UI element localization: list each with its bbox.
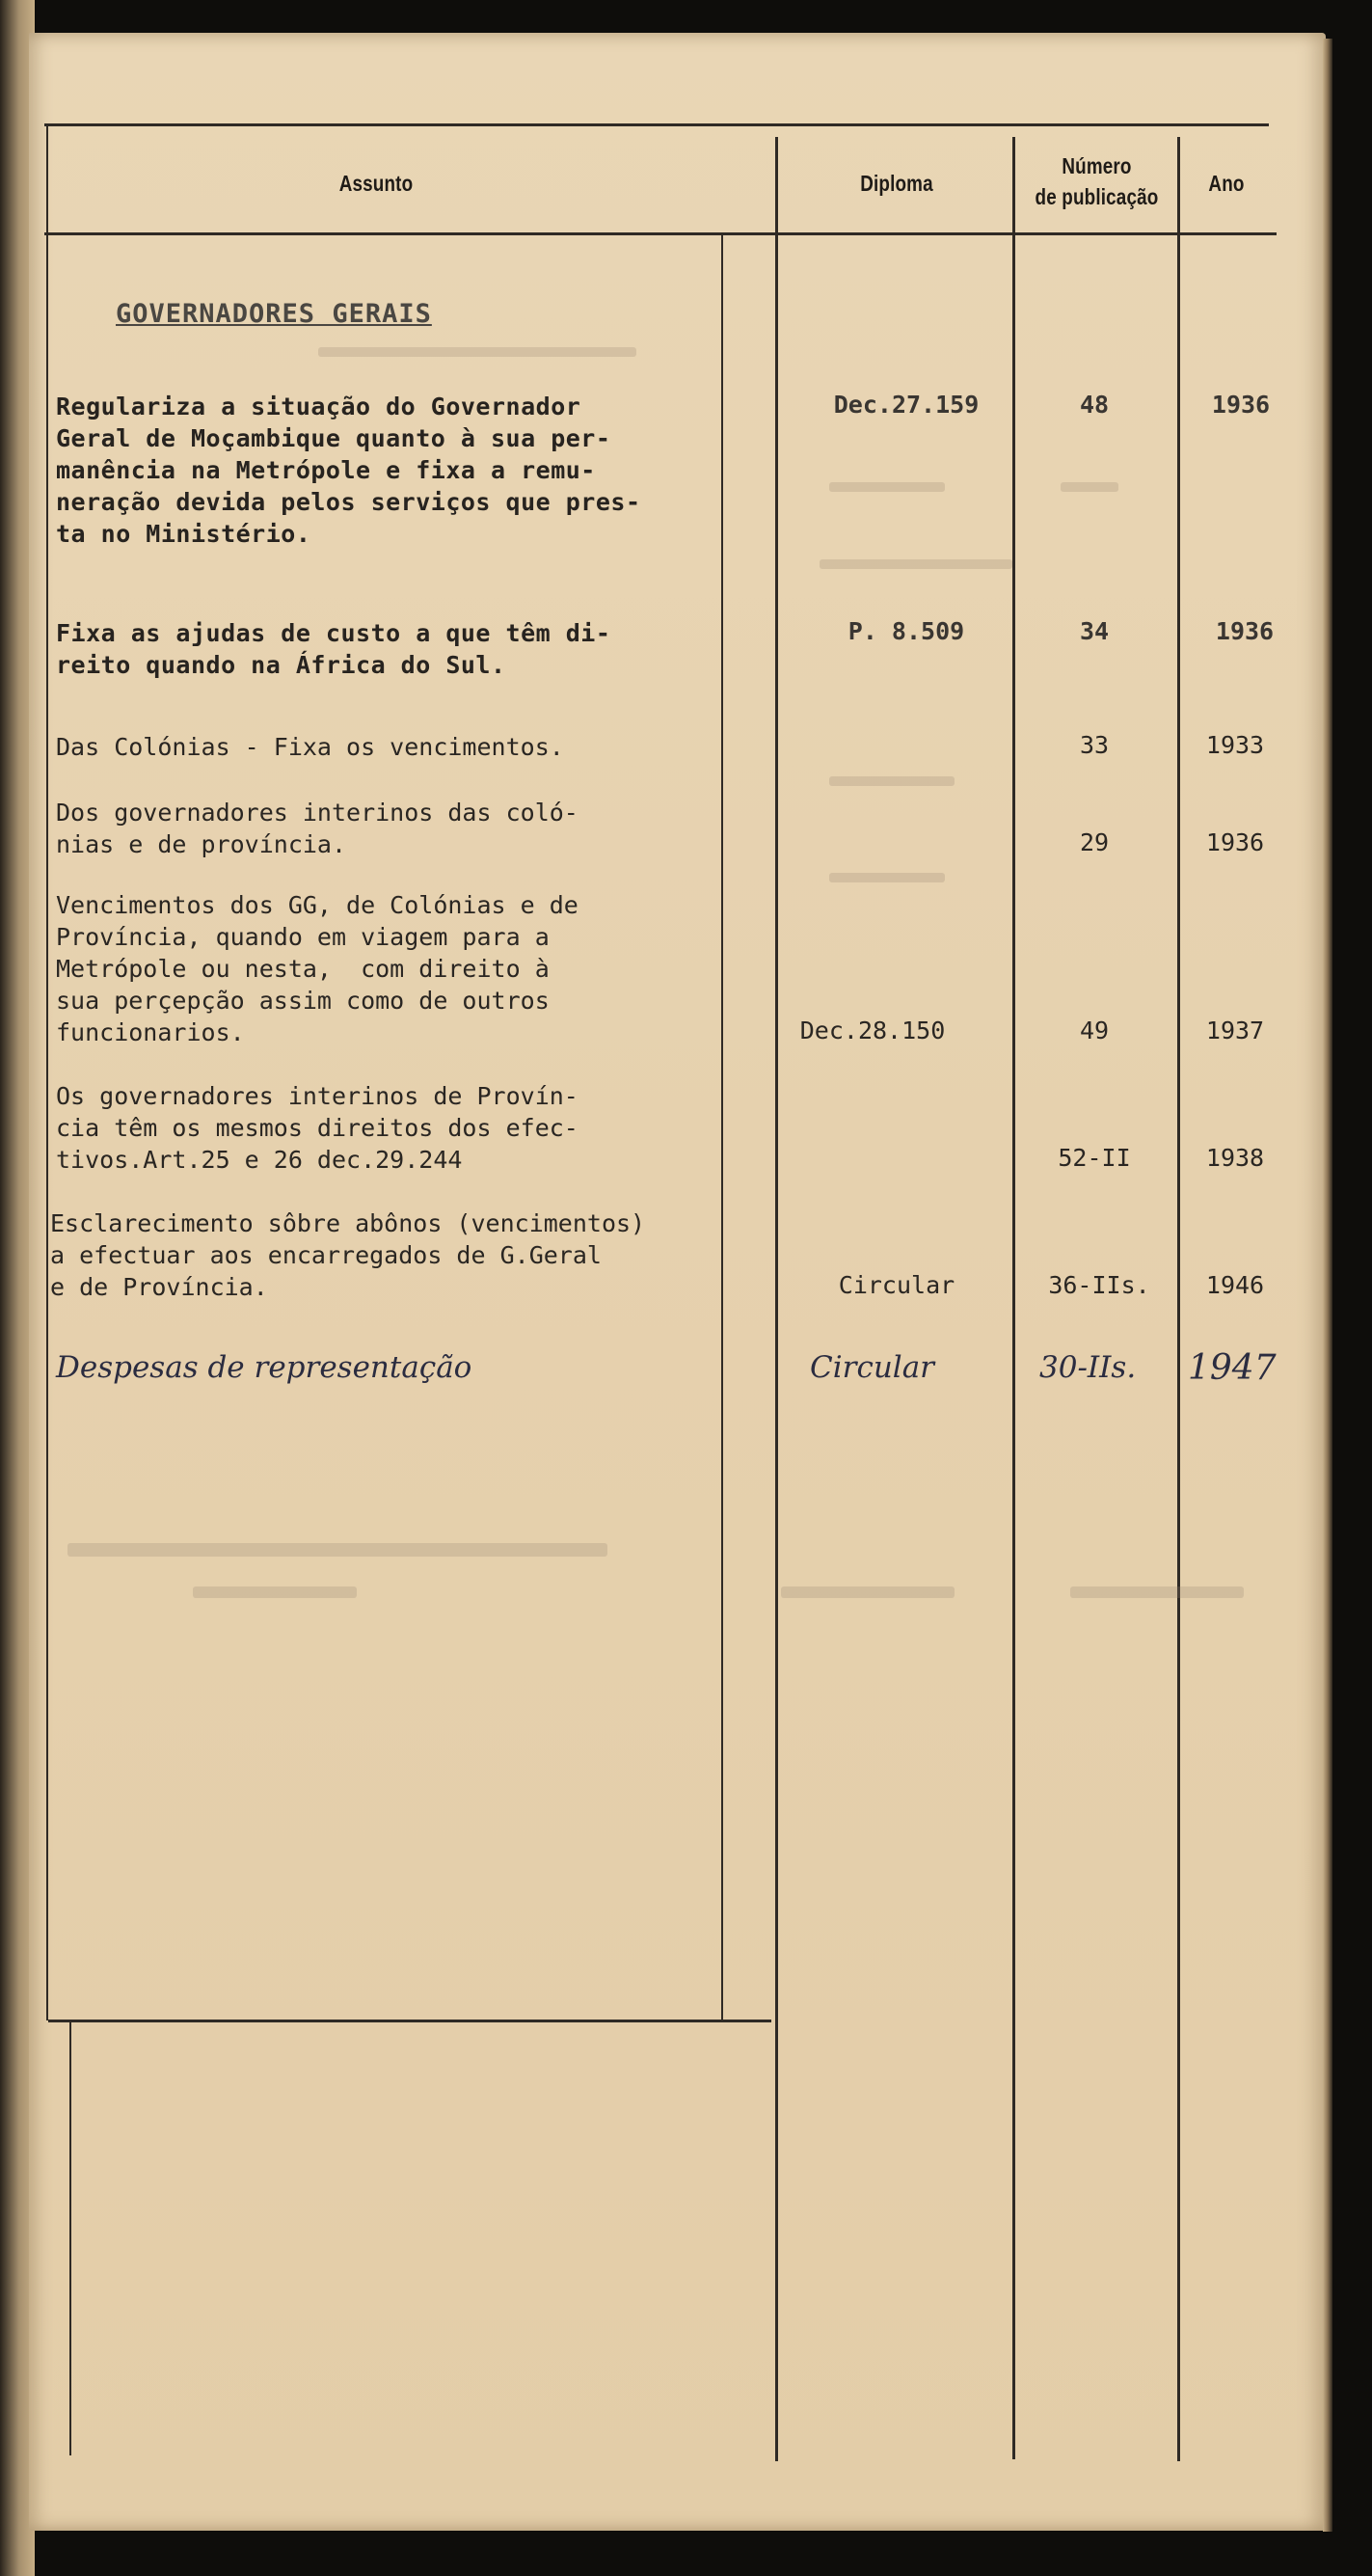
entry-1-diploma: Dec.27.159 <box>833 391 980 419</box>
entry-7-ano: 1946 <box>1205 1271 1265 1299</box>
entry-4-ano: 1936 <box>1205 828 1265 856</box>
entry-7-numero: 36-IIs. <box>1048 1271 1150 1299</box>
header-diploma: Diploma <box>860 171 933 196</box>
lower-left-rule <box>69 2021 71 2455</box>
entry-6-line-3: tivos.Art.25 e 26 dec.29.244 <box>56 1146 463 1174</box>
entry-7-line-1: Esclarecimento sôbre abônos (vencimentos) <box>50 1209 646 1237</box>
entry-1-line-4: neração devida pelos serviços que pres- <box>56 488 641 516</box>
bleed-through-mark <box>193 1586 357 1598</box>
entry-1-line-2: Geral de Moçambique quanto à sua per- <box>56 424 611 452</box>
entry-3-numero: 33 <box>1079 731 1110 759</box>
entry-7-diploma: Circular <box>838 1271 955 1299</box>
entry-5-line-2: Província, quando em viagem para a <box>56 923 550 951</box>
bleed-through-mark <box>67 1543 607 1557</box>
page-right-edge <box>1323 39 1332 2532</box>
entry-8-ano: 1947 <box>1188 1348 1277 1388</box>
entry-6-line-1: Os governadores interinos de Provín- <box>56 1082 578 1110</box>
entry-5-line-4: sua perçepção assim como de outros <box>56 987 550 1015</box>
bleed-through-mark <box>829 776 955 786</box>
entry-4-numero: 29 <box>1079 828 1110 856</box>
entry-5-line-3: Metrópole ou nesta, com direito à <box>56 955 550 983</box>
entry-1-line-3: manência na Metrópole e fixa a remu- <box>56 456 596 484</box>
diploma-right-border <box>1012 137 1015 2459</box>
entry-8-numero: 30-IIs. <box>1039 1350 1137 1385</box>
entry-1-line-1: Regulariza a situação do Governador <box>56 393 581 420</box>
entry-3-line-1: Das Colónias - Fixa os vencimentos. <box>56 733 564 761</box>
bleed-through-mark <box>820 559 1012 569</box>
entry-4-line-2: nias e de província. <box>56 830 347 858</box>
header-ano: Ano <box>1208 171 1245 196</box>
entry-1-line-5: ta no Ministério. <box>56 520 311 548</box>
entry-5-numero: 49 <box>1079 1017 1110 1044</box>
bleed-through-mark <box>1061 482 1118 492</box>
bleed-through-mark <box>318 347 636 357</box>
numero-right-border <box>1177 137 1180 2461</box>
bleed-through-mark <box>781 1586 955 1598</box>
bleed-through-mark <box>1070 1586 1244 1598</box>
entry-3-ano: 1933 <box>1205 731 1265 759</box>
entry-5-diploma: Dec.28.150 <box>799 1017 946 1044</box>
entry-6-numero: 52-II <box>1058 1144 1131 1172</box>
entry-2-diploma: P. 8.509 <box>847 617 965 645</box>
entry-7-line-3: e de Província. <box>50 1273 268 1301</box>
header-bottom-rule <box>44 232 1277 235</box>
entry-5-line-1: Vencimentos dos GG, de Colónias e de <box>56 891 578 919</box>
entry-6-line-2: cia têm os mesmos direitos dos efec- <box>56 1114 578 1142</box>
header-assunto: Assunto <box>338 171 414 196</box>
assunto-right-border <box>775 137 778 2461</box>
entry-1-numero: 48 <box>1079 391 1110 419</box>
entry-2-ano: 1936 <box>1215 617 1275 645</box>
entry-7-line-2: a efectuar aos encarregados de G.Geral <box>50 1241 602 1269</box>
top-rule <box>44 123 1269 126</box>
entry-5-ano: 1937 <box>1205 1017 1265 1044</box>
entry-2-numero: 34 <box>1079 617 1110 645</box>
header-numero-line2: de publicação <box>1035 184 1159 209</box>
bleed-through-mark <box>829 873 945 882</box>
entry-5-line-5: funcionarios. <box>56 1018 245 1046</box>
entry-8-line-1: Despesas de representação <box>56 1350 472 1385</box>
entry-1-ano: 1936 <box>1211 391 1271 419</box>
header-numero-line1: Número <box>1062 153 1132 178</box>
lower-divider-rule <box>48 2020 771 2022</box>
entry-4-line-1: Dos governadores interinos das coló- <box>56 799 578 827</box>
section-title: GOVERNADORES GERAIS <box>116 299 432 329</box>
entry-8-diploma: Circular <box>810 1350 934 1385</box>
entry-2-line-2: reito quando na África do Sul. <box>56 651 506 679</box>
assunto-inner-rule <box>721 235 723 2021</box>
bleed-through-mark <box>829 482 945 492</box>
left-margin-rule <box>46 125 48 2020</box>
entry-2-line-1: Fixa as ajudas de custo a que têm di- <box>56 619 611 647</box>
entry-6-ano: 1938 <box>1205 1144 1265 1172</box>
